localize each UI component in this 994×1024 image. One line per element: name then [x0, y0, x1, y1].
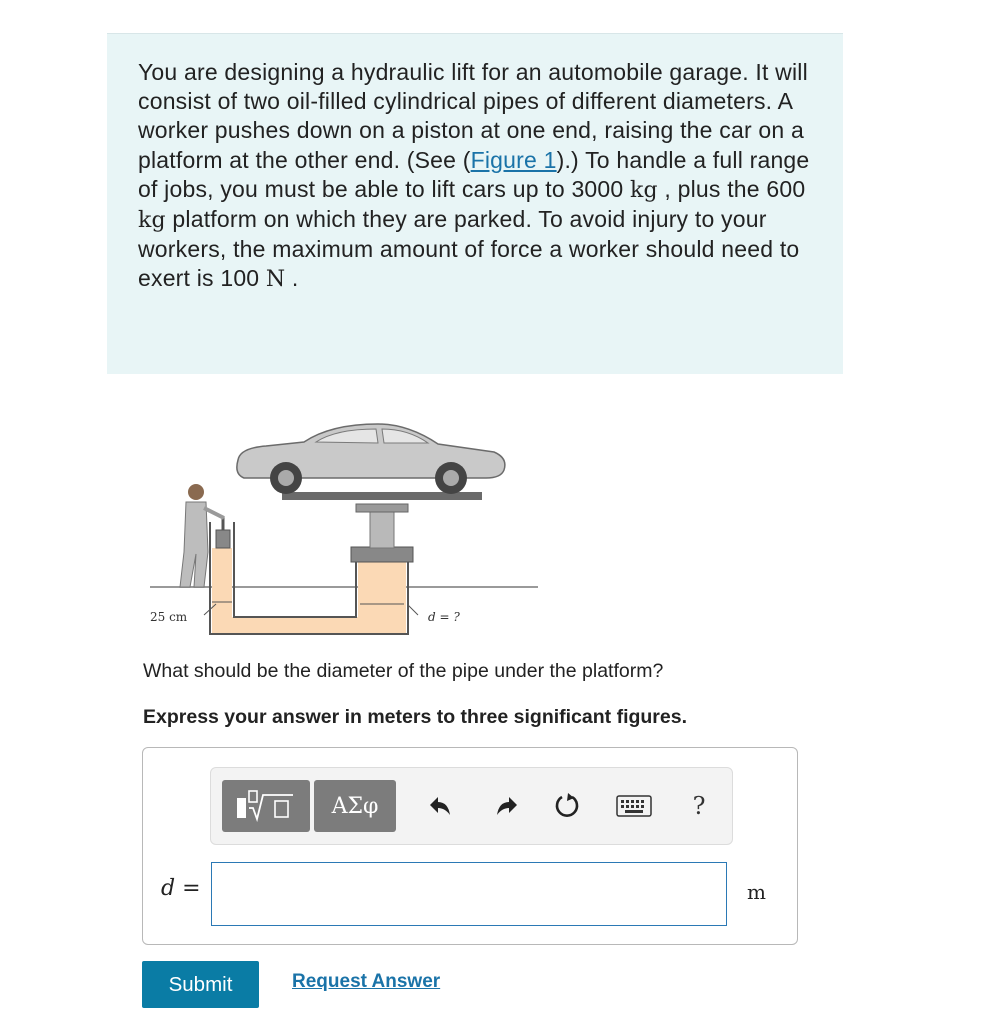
request-answer-link[interactable]: Request Answer — [292, 971, 441, 992]
templates-icon — [235, 789, 297, 823]
reset-icon — [554, 793, 580, 819]
problem-text-part-4: platform on which they are parked. To avoid injury to your workers, the maximum amount of force a worker should need to exert is 100 — [138, 206, 800, 292]
greek-symbols-button[interactable]: ΑΣφ — [314, 780, 396, 832]
hydraulic-lift-diagram — [146, 412, 542, 637]
pipe-inner-wall — [234, 522, 356, 617]
undo-button[interactable] — [424, 790, 456, 822]
equals-sign: = — [175, 876, 201, 901]
problem-text-part-2: ).) To handle a full range of jobs, you must be able to lift cars up to 3000 — [138, 146, 810, 202]
answer-input[interactable] — [211, 862, 727, 926]
answer-box — [142, 747, 798, 945]
templates-button[interactable] — [222, 780, 310, 832]
keyboard-icon — [616, 795, 652, 817]
problem-text-part-3: , plus the 600 — [657, 175, 806, 202]
submit-button[interactable]: Submit — [142, 961, 259, 1008]
redo-button[interactable] — [491, 790, 523, 822]
hydraulic-lift-figure — [146, 412, 542, 637]
math-toolbar — [210, 767, 733, 845]
problem-statement-box — [107, 33, 843, 374]
help-button[interactable]: ? — [692, 792, 706, 820]
redo-icon — [495, 795, 519, 817]
large-piston — [351, 547, 413, 562]
column-cap — [356, 504, 408, 512]
large-pipe-label: d = ? — [428, 610, 460, 624]
answer-variable-label — [161, 876, 201, 901]
problem-text — [138, 58, 828, 295]
instruction-text: Express your answer in meters to three significant figures. — [143, 706, 688, 728]
unit-newton: N — [265, 267, 286, 293]
unit-kg: kg — [138, 208, 166, 234]
worker-head — [188, 484, 204, 500]
undo-icon — [428, 795, 452, 817]
question-text: What should be the diameter of the pipe under the platform? — [143, 660, 664, 682]
reset-button[interactable] — [551, 790, 583, 822]
unit-kg: kg — [630, 177, 658, 203]
answer-unit: m — [747, 880, 766, 904]
keyboard-button[interactable] — [614, 790, 654, 822]
problem-text-part-1: You are designing a hydraulic lift for an automobile garage. It will consist of two oil-filled cylindrical pipes of different diameters. A worker pushes down on a piston at one end, raising the car on a platform at the other end. (See ( — [138, 59, 808, 173]
lift-column — [370, 508, 394, 548]
variable-d: d — [161, 876, 176, 901]
small-pipe-label: 25 cm — [150, 610, 188, 624]
worker-body — [180, 502, 208, 587]
figure-1-link[interactable]: Figure 1 — [470, 146, 557, 173]
problem-text-part-5: . — [285, 265, 299, 292]
small-piston — [216, 530, 230, 548]
